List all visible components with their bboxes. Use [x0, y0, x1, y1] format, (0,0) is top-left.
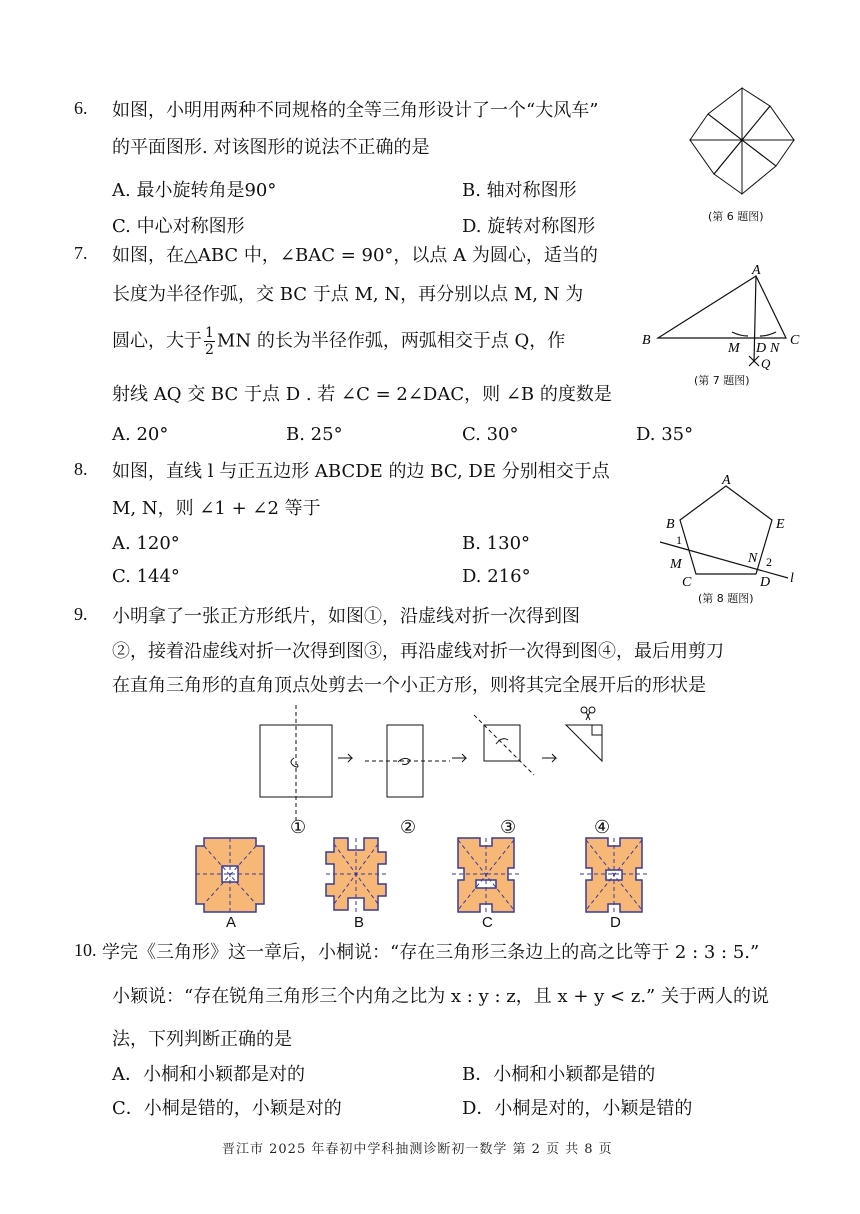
- q9-choice-label-c: C: [482, 914, 493, 931]
- q9-step-label-4: ④: [594, 817, 611, 838]
- q10-option-d: D．小桐是对的，小颖是错的: [462, 1098, 693, 1119]
- q7-label-a: A: [752, 263, 761, 278]
- q9-answer-shapes: [190, 836, 660, 918]
- q8-label-1: 1: [676, 533, 682, 547]
- q9-step-label-1: ①: [290, 817, 307, 838]
- q7-label-c: C: [790, 333, 800, 348]
- q6-option-c: C. 中心对称图形: [112, 216, 245, 237]
- q10-option-a: A．小桐和小颖都是对的: [112, 1064, 305, 1085]
- q7-line3-pre: 圆心，大于: [112, 330, 202, 352]
- q8-label-a: A: [722, 473, 731, 488]
- q7-label-m: M: [728, 341, 740, 356]
- q9-stem-line1: 小明拿了一张正方形纸片，如图①，沿虚线对折一次得到图: [112, 606, 580, 627]
- q7-stem-line2: 长度为半径作弧，交 BC 于点 M, N，再分别以点 M, N 为: [112, 284, 584, 305]
- q6-stem-line1: 如图，小明用两种不同规格的全等三角形设计了一个“大风车”: [112, 100, 599, 121]
- q8-label-n: N: [748, 551, 758, 566]
- q6-option-d: D. 旋转对称图形: [462, 216, 596, 237]
- q9-stem-line2: ②，接着沿虚线对折一次得到图③，再沿虚线对折一次得到图④，最后用剪刀: [112, 641, 724, 662]
- q7-line3-post: MN 的长为半径作弧，两弧相交于点 Q，作: [216, 330, 566, 352]
- q9-number: 9.: [74, 604, 88, 624]
- q9-step-label-3: ③: [500, 817, 517, 838]
- q9-choice-label-d: D: [610, 914, 621, 931]
- q7-option-b: B. 25°: [286, 424, 343, 445]
- q6-windmill-figure: [680, 84, 810, 204]
- q8-option-c: C. 144°: [112, 566, 180, 587]
- q8-label-m: M: [670, 557, 682, 572]
- q8-label-l: l: [790, 571, 794, 586]
- q7-label-d: D: [756, 341, 767, 356]
- page-footer: 晋江市 2025 年春初中学科抽测诊断初一数学 第 2 页 共 8 页: [222, 1142, 613, 1157]
- q8-caption: (第 8 题图): [698, 592, 754, 605]
- q8-option-b: B. 130°: [462, 533, 531, 554]
- q8-label-c: C: [682, 575, 692, 590]
- q7-label-b: B: [642, 333, 651, 348]
- q10-number: 10.: [74, 940, 97, 960]
- q6-option-b: B. 轴对称图形: [462, 180, 577, 201]
- q6-caption: (第 6 题图): [708, 210, 764, 223]
- q7-option-a: A. 20°: [112, 424, 169, 445]
- q7-fraction: $\frac{1}{2}$: [205, 325, 214, 358]
- q8-label-2: 2: [766, 555, 772, 569]
- q6-number: 6.: [74, 98, 88, 118]
- q7-option-d: D. 35°: [636, 424, 694, 445]
- q7-triangle-figure: [636, 258, 816, 374]
- q9-stem-line3: 在直角三角形的直角顶点处剪去一个小正方形，则将其完全展开后的形状是: [112, 675, 706, 696]
- q8-label-e: E: [776, 517, 785, 532]
- q7-label-q: Q: [761, 356, 771, 371]
- q9-step-label-2: ②: [400, 817, 417, 838]
- q8-number: 8.: [74, 459, 88, 479]
- q10-option-c: C．小桐是错的，小颖是对的: [112, 1098, 342, 1119]
- q8-option-a: A. 120°: [112, 533, 180, 554]
- q7-label-n: N: [770, 341, 780, 356]
- q10-stem-line3: 法，下列判断正确的是: [112, 1029, 292, 1050]
- q8-stem-line1: 如图，直线 l 与正五边形 ABCDE 的边 BC, DE 分别相交于点: [112, 461, 610, 482]
- q8-stem-line2: M, N，则 ∠1 + ∠2 等于: [112, 498, 321, 519]
- q7-option-c: C. 30°: [462, 424, 519, 445]
- q9-choice-label-b: B: [354, 914, 365, 931]
- q6-stem-line2: 的平面图形. 对该图形的说法不正确的是: [112, 137, 430, 158]
- q8-label-d: D: [760, 575, 771, 590]
- q7-number: 7.: [74, 243, 88, 263]
- q8-pentagon-figure: [654, 470, 814, 590]
- q8-label-b: B: [666, 517, 675, 532]
- q6-option-a: A. 最小旋转角是90°: [112, 180, 277, 201]
- q10-option-b: B．小桐和小颖都是错的: [462, 1064, 656, 1085]
- q7-stem-line3: [112, 325, 565, 358]
- q7-stem-line1: 如图，在△ABC 中，∠BAC = 90°，以点 A 为圆心，适当的: [112, 245, 598, 266]
- q7-caption: (第 7 题图): [694, 374, 750, 387]
- q8-option-d: D. 216°: [462, 566, 531, 587]
- q7-stem-line4: 射线 AQ 交 BC 于点 D . 若 ∠C = 2∠DAC，则 ∠B 的度数是: [112, 384, 612, 405]
- q9-choice-label-a: A: [226, 914, 237, 931]
- q10-stem-line1: 学完《三角形》这一章后，小桐说：“存在三角形三条边上的高之比等于 2 : 3 : 5.”: [102, 942, 760, 963]
- q10-stem-line2: 小颖说：“存在锐角三角形三个内角之比为 x : y : z，且 x + y < z.” 关于两人的说: [112, 986, 769, 1007]
